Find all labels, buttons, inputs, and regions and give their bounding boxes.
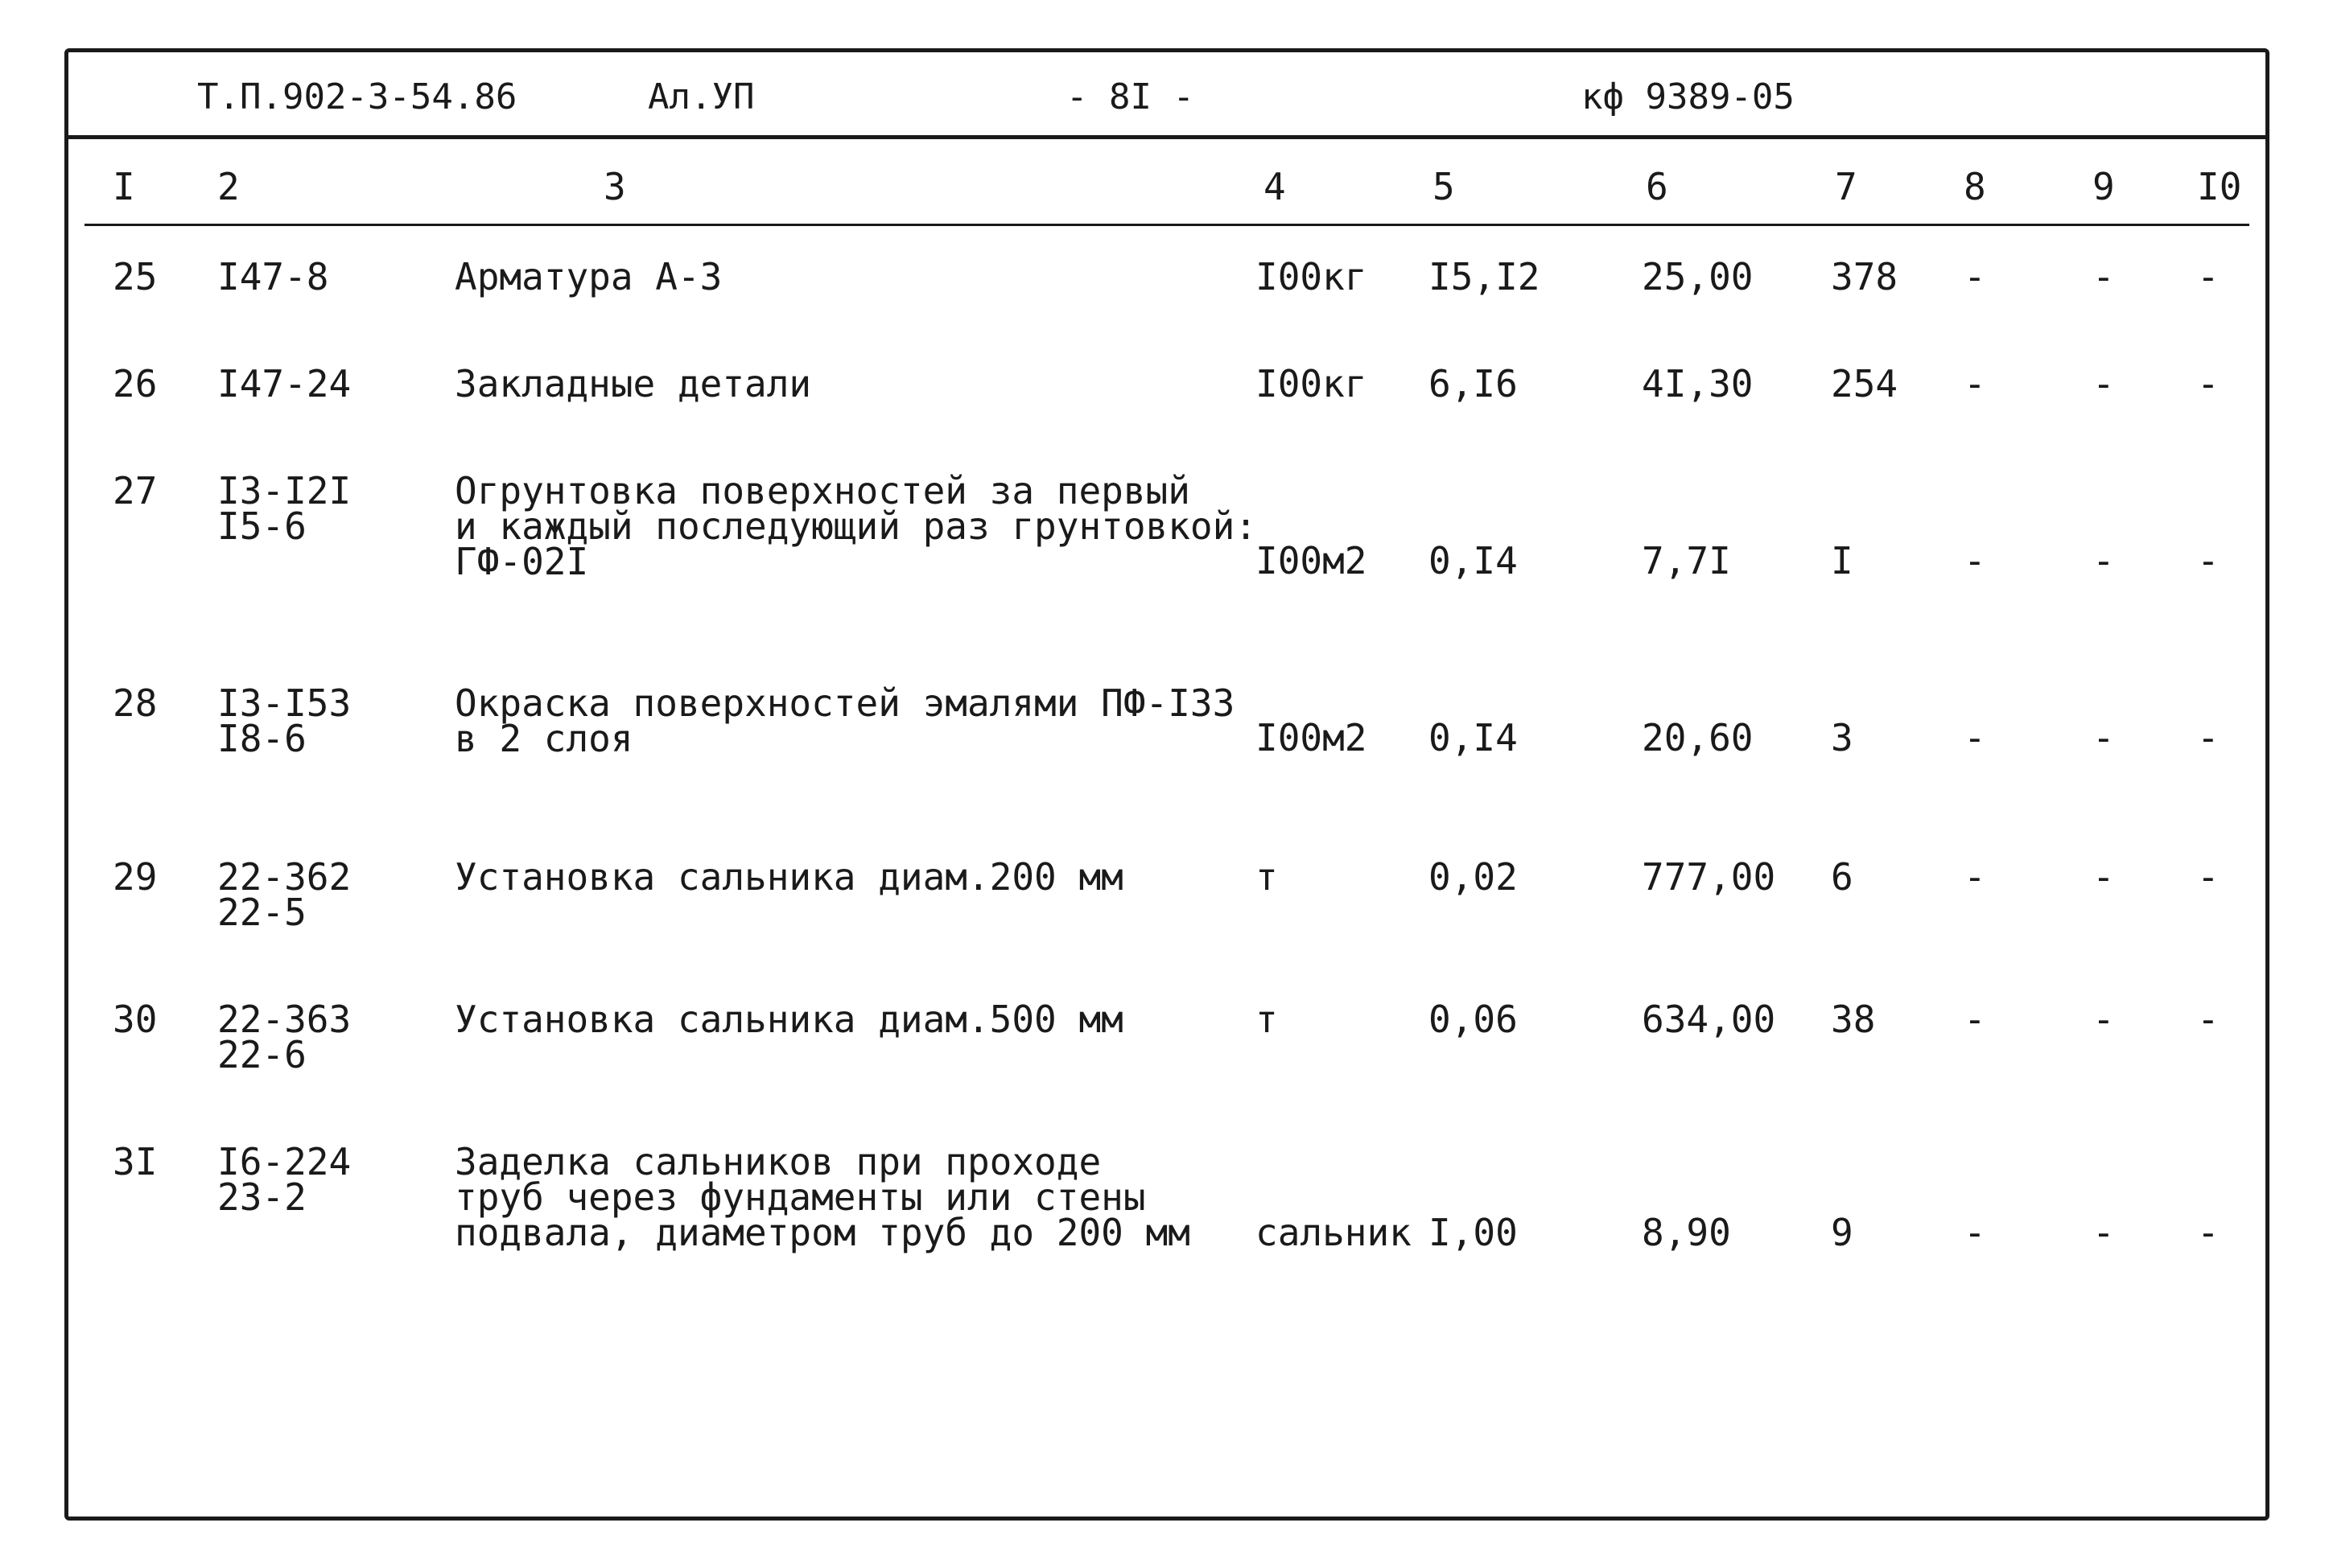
row-col9: -: [2092, 255, 2115, 298]
column-header-2: 2: [217, 165, 240, 208]
row-col10: -: [2197, 362, 2220, 405]
row-unit: I00кг: [1255, 362, 1367, 405]
row-price: 25,00: [1642, 255, 1754, 298]
row-number: 29: [113, 855, 158, 899]
row-unit: сальник: [1255, 1211, 1412, 1254]
row-code: 22-363 22-6: [217, 998, 352, 1076]
row-description: Заделка сальников при проходе труб через фундаменты или стены подвала, диаметром труб до 200 мм: [455, 1140, 1190, 1254]
row-unit: I00кг: [1255, 255, 1367, 298]
row-number: 26: [113, 362, 158, 405]
row-code: I47-8: [217, 255, 329, 298]
column-header-5: 5: [1432, 165, 1455, 208]
column-header-4: 4: [1263, 165, 1286, 208]
row-description: Окраска поверхностей эмалями ПФ-I33 в 2 слоя: [455, 681, 1235, 760]
row-number: 3I: [113, 1140, 158, 1183]
row-col9: -: [2092, 362, 2115, 405]
row-col8: -: [1964, 1211, 1986, 1254]
row-description: Огрунтовка поверхностей за первый и каждый последующий раз грунтовкой: ГФ-02I: [455, 469, 1257, 583]
row-unit: I00м2: [1255, 716, 1367, 759]
row-code: I6-224 23-2: [217, 1140, 352, 1219]
row-price: 4I,30: [1642, 362, 1754, 405]
column-header-7: 7: [1835, 165, 1857, 208]
row-col9: -: [2092, 716, 2115, 759]
row-description: Установка сальника диам.200 мм: [455, 855, 1123, 899]
row-quantity: 0,I4: [1428, 716, 1518, 759]
row-code: 22-362 22-5: [217, 855, 352, 934]
page-number: - 8I -: [1066, 76, 1194, 117]
row-description: Установка сальника диам.500 мм: [455, 998, 1123, 1041]
album-label: Ал.УП: [648, 76, 755, 117]
row-col8: -: [1964, 998, 1986, 1041]
column-header-8: 8: [1964, 165, 1986, 208]
row-price: 777,00: [1642, 855, 1776, 899]
row-total: 3: [1831, 716, 1853, 759]
row-quantity: 6,I6: [1428, 362, 1518, 405]
row-code: I47-24: [217, 362, 352, 405]
page-frame: [64, 48, 2269, 1521]
row-total: 38: [1831, 998, 1876, 1041]
doc-code: Т.П.902-3-54.86: [197, 76, 517, 117]
row-number: 28: [113, 681, 158, 725]
row-col9: -: [2092, 539, 2115, 582]
row-col9: -: [2092, 1211, 2115, 1254]
row-unit: т: [1255, 998, 1278, 1041]
row-total: 378: [1831, 255, 1898, 298]
reference-code: кф 9389-05: [1581, 76, 1795, 117]
row-quantity: I5,I2: [1428, 255, 1540, 298]
row-col8: -: [1964, 362, 1986, 405]
row-total: 6: [1831, 855, 1853, 899]
row-unit: I00м2: [1255, 539, 1367, 582]
column-header-6: 6: [1646, 165, 1668, 208]
row-col8: -: [1964, 539, 1986, 582]
row-quantity: I,00: [1428, 1211, 1518, 1254]
column-header-3: 3: [604, 165, 626, 208]
row-code: I3-I2I I5-6: [217, 469, 352, 548]
column-header-9: 9: [2092, 165, 2115, 208]
row-total: I: [1831, 539, 1853, 582]
row-col9: -: [2092, 998, 2115, 1041]
row-col10: -: [2197, 855, 2220, 899]
row-number: 25: [113, 255, 158, 298]
row-total: 254: [1831, 362, 1898, 405]
row-col10: -: [2197, 1211, 2220, 1254]
row-price: 7,7I: [1642, 539, 1731, 582]
row-col8: -: [1964, 255, 1986, 298]
column-header-1: I: [113, 165, 135, 208]
row-quantity: 0,06: [1428, 998, 1518, 1041]
row-description: Арматура А-3: [455, 255, 723, 298]
row-price: 20,60: [1642, 716, 1754, 759]
row-price: 634,00: [1642, 998, 1776, 1041]
row-col10: -: [2197, 539, 2220, 582]
row-price: 8,90: [1642, 1211, 1731, 1254]
column-header-divider: [85, 224, 2249, 226]
row-unit: т: [1255, 855, 1278, 899]
row-total: 9: [1831, 1211, 1853, 1254]
row-quantity: 0,I4: [1428, 539, 1518, 582]
row-number: 27: [113, 469, 158, 512]
column-header-10: I0: [2197, 165, 2242, 208]
row-description: Закладные детали: [455, 362, 812, 405]
row-col10: -: [2197, 998, 2220, 1041]
row-code: I3-I53 I8-6: [217, 681, 352, 760]
row-number: 30: [113, 998, 158, 1041]
row-col8: -: [1964, 855, 1986, 899]
row-col10: -: [2197, 716, 2220, 759]
header-divider: [64, 135, 2269, 139]
row-quantity: 0,02: [1428, 855, 1518, 899]
row-col9: -: [2092, 855, 2115, 899]
row-col8: -: [1964, 716, 1986, 759]
row-col10: -: [2197, 255, 2220, 298]
